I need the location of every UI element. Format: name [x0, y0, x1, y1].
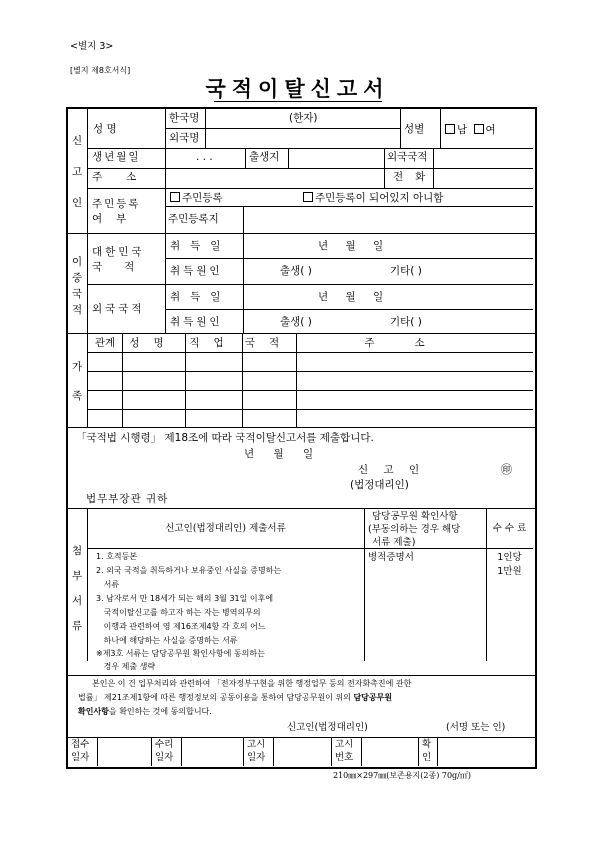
seal-mark: ㊞	[501, 463, 512, 476]
korean-name-label: 한국명	[169, 112, 200, 124]
section-dual-char: 이	[72, 256, 83, 268]
accept-date-label: 수리	[155, 739, 174, 750]
resident-address-label: 주민등록지	[168, 213, 219, 225]
section-attach-char: 부	[72, 570, 83, 582]
female-checkbox[interactable]	[474, 124, 484, 134]
resident-not-registered-option[interactable]: 주민등록이 되어있지 아니함	[303, 192, 443, 204]
accept-date-label-2: 일자	[155, 752, 174, 763]
officer-check-header-3: 서류 제출)	[372, 537, 416, 548]
attachment-item: 하나에 해당하는 사실을 증명하는 서류	[96, 636, 238, 645]
addressee: 법무부장관 귀하	[86, 493, 169, 505]
not-registered-checkbox[interactable]	[303, 192, 313, 202]
declaration-statement: 「국적법 시행령」 제18조에 따라 국적이탈신고서를 제출합니다.	[76, 432, 374, 444]
acquire-date-field[interactable]: 년 월 일	[318, 291, 384, 303]
agent-label: (법정대리인)	[350, 479, 409, 491]
section-family-char: 족	[72, 390, 83, 402]
signature-field[interactable]: (서명 또는 인)	[446, 722, 506, 733]
submitter-docs-header: 신고인(법정대리인) 제출서류	[165, 523, 286, 534]
consent-line-2: 법률」 제21조제1항에 따른 행정정보의 공동이용을 통하여 담당공무원이 위의 담당공무원	[78, 693, 393, 702]
birth-option[interactable]: 출생( )	[280, 316, 312, 328]
section-applicant-char: 고	[72, 166, 83, 178]
receipt-date-label: 접수	[71, 739, 90, 750]
acquire-date-field[interactable]: 년 월 일	[318, 240, 384, 252]
consent-signer: 신고인(법정대리인)	[287, 722, 368, 733]
fee-line-2: 1만원	[497, 566, 522, 577]
consent-line-3: 확인사항을 확인하는 것에 동의합니다.	[78, 707, 212, 716]
form-number: [별지 제8호서식]	[70, 66, 131, 75]
birthplace-label: 출생지	[249, 151, 280, 163]
officer-item: 병적증명서	[368, 552, 414, 563]
name-label: 성 명	[93, 123, 117, 135]
fee-line-1: 1인당	[497, 552, 522, 563]
officer-check-header: 담당공무원 확인사항	[372, 511, 458, 522]
foreign-nationality-label: 외국국적	[387, 151, 428, 163]
title-underline	[214, 101, 382, 102]
korea-nationality-label: 대한민국	[92, 246, 145, 258]
attachment-item: 국적이탈신고를 하고자 하는 자는 병역의무의	[96, 608, 261, 617]
gender-label: 성별	[404, 123, 425, 135]
notice-number-label-2: 번호	[335, 752, 354, 763]
family-col-nationality: 국적	[244, 337, 294, 349]
section-attach-char: 서	[72, 595, 83, 607]
family-col-relation: 관계	[94, 337, 116, 349]
section-dual-char: 적	[72, 304, 83, 316]
attachment-note: ※제3호 서류는 담당공무원 확인사항에 동의하는	[96, 649, 265, 658]
registered-checkbox[interactable]	[170, 192, 180, 202]
attachment-item: 1. 호적등본	[96, 552, 138, 561]
birth-label: 생년월일	[92, 151, 141, 163]
male-label: 남	[457, 124, 468, 136]
attachment-item: 2. 외국 국적을 취득하거나 보유중인 사실을 증명하는	[96, 566, 282, 575]
phone-label: 전화	[393, 171, 438, 183]
page-title: 국적이탈신고서	[205, 76, 390, 101]
address-label: 주소	[92, 171, 161, 183]
hanja-label: (한자)	[289, 112, 318, 124]
section-family-char: 가	[72, 361, 83, 373]
declaration-date[interactable]: 년 월 일	[244, 448, 314, 460]
consent-line-1: 본인은 이 건 업무처리와 관련하여 「전자정부구현을 위한 행정업무 등의 전자화촉진에 관한	[92, 679, 412, 688]
section-dual-char: 국	[72, 288, 83, 300]
notice-date-label-2: 일자	[247, 752, 266, 763]
acquire-reason-label: 취득원인	[170, 316, 223, 328]
notice-date-label: 고시	[247, 739, 266, 750]
acquire-date-label: 취득일	[170, 291, 231, 303]
confirm-label-2: 인	[422, 752, 432, 763]
reporter-label: 신 고 인	[358, 464, 426, 476]
attachment-item: 이행과 관련하여 영 제16조제4항 각 호의 어느	[96, 622, 266, 631]
foreign-name-label: 외국명	[169, 132, 200, 144]
annex-label: <별지 3>	[70, 41, 114, 52]
section-attach-char: 류	[72, 620, 83, 632]
other-option[interactable]: 기타( )	[390, 265, 422, 277]
acquire-reason-label: 취득원인	[170, 265, 223, 277]
birth-date-field[interactable]: . . .	[196, 151, 213, 163]
resident-reg-label-2: 여부	[92, 213, 141, 225]
section-applicant-char: 인	[72, 197, 83, 209]
korea-nationality-label-2: 국적	[92, 261, 157, 273]
officer-check-header-2: (부동의하는 경우 해당	[368, 524, 461, 535]
gender-options	[445, 124, 496, 136]
section-dual-char: 중	[72, 272, 83, 284]
attachment-item: 서류	[96, 580, 120, 589]
section-applicant-char: 신	[72, 135, 83, 147]
family-col-job: 직업	[189, 337, 238, 349]
paper-spec: 210㎜×297㎜(보존용지(2종) 70g/㎡)	[333, 771, 471, 780]
family-col-name: 성명	[129, 337, 178, 349]
attachment-item: 3. 남자로서 만 18세가 되는 해의 3월 31일 이후에	[96, 594, 274, 603]
confirm-label: 확	[422, 739, 432, 750]
notice-number-label: 고시	[335, 739, 354, 750]
receipt-date-label-2: 일자	[71, 752, 90, 763]
female-label: 여	[485, 124, 496, 136]
acquire-date-label: 취득일	[170, 240, 231, 252]
other-option[interactable]: 기타( )	[390, 316, 422, 328]
male-checkbox[interactable]	[445, 124, 455, 134]
birth-option[interactable]: 출생( )	[280, 265, 312, 277]
attachment-note-2: 경우 제출 생략	[96, 662, 156, 671]
section-attach-char: 첨	[72, 545, 83, 557]
foreign-nationality-section-label: 외국국적	[92, 303, 145, 315]
fee-header: 수 수 료	[492, 523, 527, 534]
resident-registered-option[interactable]: 주민등록	[170, 192, 223, 204]
resident-reg-label: 주민등록	[92, 198, 141, 210]
family-col-address: 주소	[364, 337, 465, 349]
